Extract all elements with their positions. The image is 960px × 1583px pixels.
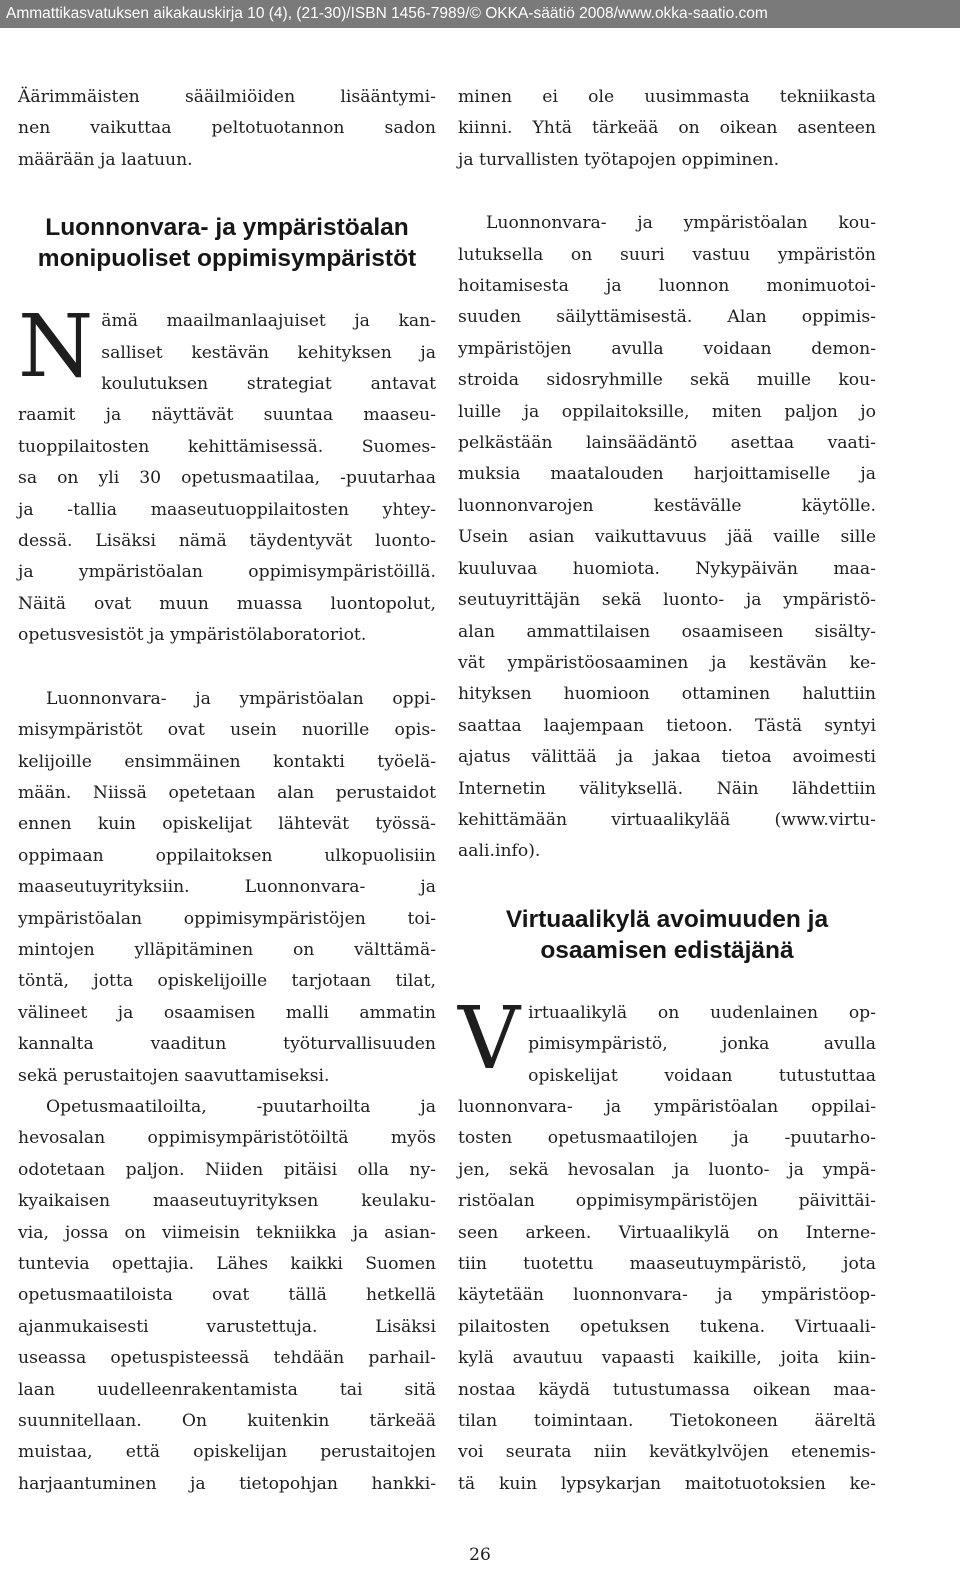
text-line: kiinni. Yhtä tärkeää on oikean asenteen (458, 118, 876, 139)
right-column (458, 82, 876, 1500)
text-line: ja ympäristöalan oppimisympäristöillä. (18, 562, 436, 583)
text-line: sa on yli 30 opetusmaatilaa, -puutarhaa (18, 468, 436, 489)
paragraph-first-contact (18, 684, 436, 1092)
text-line: välineet ja osaamisen malli ammatin (18, 1002, 436, 1023)
text-line: maaseutuyrityksiin. Luonnonvara- ja (18, 877, 436, 898)
text-line: suuden säilyttämisestä. Alan oppimis- (458, 307, 876, 328)
text-line: misympäristöt ovat usein nuorille opis- (18, 720, 436, 741)
text-line: tiin tuotettu maaseutuympäristö, jota (458, 1254, 876, 1274)
text-line: Näitä ovat muun muassa luontopolut, (18, 593, 436, 614)
text-line: muistaa, että opiskelijan perustaitojen (18, 1442, 436, 1463)
text-line: Luonnonvara- ja ympäristöalan oppi- (46, 688, 436, 709)
text-line: useassa opetuspisteessä tehdään parhail- (18, 1348, 436, 1369)
text-line: ympäristöalan oppimisympäristöjen toi- (18, 908, 436, 929)
text-line: tilan toimintaan. Tietokoneen ääreltä (458, 1411, 876, 1432)
section-heading-learning-environments (18, 212, 436, 274)
paragraph-responsibility (458, 208, 876, 868)
text-line: aali.info). (458, 841, 541, 862)
text-line: ja turvallisten työtapojen oppiminen. (458, 149, 780, 170)
paragraph-virtual-village-text (458, 988, 876, 1501)
text-line: saattaa laajempaan tietoon. Tästä syntyi (458, 715, 876, 736)
dropcap-letter: V (458, 988, 521, 1089)
text-line: ajatus välittää ja jakaa tietoa avoimesti (458, 747, 876, 768)
text-line: opiskelijat voidaan tutustuttaa (528, 1065, 876, 1086)
text-line: hevosalan oppimisympäristötöiltä myös (18, 1128, 436, 1149)
text-line: minen ei ole uusimmasta tekniikasta (458, 87, 876, 107)
text-line: salliset kestävän kehityksen ja (101, 342, 436, 363)
text-line: muksia maatalouden harjoittamiselle ja (458, 464, 876, 485)
text-line: opetusvesistöt ja ympäristölaboratoriot. (18, 625, 367, 646)
text-line: töntä, jotta opiskelijoille tarjotaan tilat, (18, 971, 436, 992)
text-line: Virtuaalikylä avoimuuden ja (505, 905, 829, 933)
text-line: suunnitellaan. On kuitenkin tärkeää (18, 1411, 436, 1432)
left-column (18, 82, 436, 1500)
text-line: tuoppilaitosten kehittämisessä. Suomes- (18, 436, 436, 457)
text-line: Opetusmaatiloilta, -puutarhoilta ja (46, 1096, 436, 1117)
text-line: pelkästään lainsäädäntö asettaa vaati- (458, 433, 876, 454)
page-number: 26 (469, 1545, 491, 1565)
text-line: opetusmaatiloista ovat tällä hetkellä (18, 1285, 436, 1306)
text-line: irtuaalikylä on uudenlainen op- (528, 1002, 876, 1023)
text-line: hoitamisesta ja luonnon monimuotoi- (458, 276, 876, 297)
text-line: alan ammattilaisen osaamiseen sisälty- (458, 621, 876, 642)
text-line: osaamisen edistäjänä (540, 936, 794, 964)
text-line: ristöalan oppimisympäristöjen päivittäi- (458, 1191, 876, 1212)
intro-paragraph (18, 82, 436, 176)
paragraph-virtual-village (458, 988, 876, 1501)
text-line: luonnonvara- ja ympäristöalan oppilai- (458, 1096, 876, 1117)
paragraph-strategies (18, 297, 436, 651)
text-line: raamit ja näyttävät suuntaa maaseu- (18, 405, 436, 426)
text-line: ajanmukaisesti varustettuja. Lisäksi (18, 1316, 436, 1337)
text-line: lutuksella on suuri vastuu ympäristön (458, 244, 876, 265)
text-line: Internetin välityksellä. Näin lähdettiin (458, 778, 876, 799)
text-line: kelijoille ensimmäinen kontakti työelä- (18, 751, 436, 772)
text-line: käytetään luonnonvara- ja ympäristöop- (458, 1285, 876, 1306)
text-line: hityksen huomioon ottaminen haluttiin (458, 684, 876, 705)
text-line: pimisympäristö, jonka avulla (528, 1034, 876, 1055)
text-line: sekä perustaitojen saavuttamiseksi. (18, 1065, 330, 1086)
text-line: odotetaan paljon. Niiden pitäisi olla ny- (18, 1159, 436, 1180)
text-line: harjaantuminen ja tietopohjan hankki- (18, 1473, 436, 1494)
text-line: kyaikaisen maaseutuyrityksen keulaku- (18, 1191, 436, 1212)
text-line: ennen kuin opiskelijat lähtevät työssä- (18, 814, 436, 835)
text-line: tuntevia opettajia. Lähes kaikki Suomen (18, 1254, 436, 1274)
text-line: kehittämään virtuaalikylää (www.virtu- (458, 809, 876, 830)
dropcap-letter: N (18, 297, 94, 398)
text-line: kylä avautuu vapaasti kaikille, joita kiin- (458, 1348, 876, 1369)
text-line: laan uudelleenrakentamista tai sitä (18, 1379, 436, 1400)
text-line: seutuyrittäjän sekä luonto- ja ympäristö- (458, 590, 876, 611)
text-line: dessä. Lisäksi nämä täydentyvät luonto- (18, 531, 436, 552)
text-line: stroida sidosryhmille sekä muille kou- (458, 370, 876, 391)
text-line: koulutuksen strategiat antavat (101, 374, 436, 395)
text-line: mään. Niissä opetetaan alan perustaidot (18, 782, 436, 803)
text-line: Luonnonvara- ja ympäristöalan (45, 214, 409, 242)
text-line: seen arkeen. Virtuaalikylä on Interne- (458, 1222, 876, 1243)
text-line: ämä maailmanlaajuiset ja kan- (101, 311, 436, 332)
text-line: pilaitosten opetuksen tukena. Virtuaali- (458, 1316, 876, 1337)
text-line: kuuluvaa huomiota. Nykypäivän maa- (458, 558, 876, 579)
section-heading-virtual-village (458, 904, 876, 966)
text-line: vät ympäristöosaaminen ja kestävän ke- (458, 652, 876, 673)
text-line: luonnonvarojen kestävälle käytölle. (458, 495, 876, 516)
text-line: monipuoliset oppimisympäristöt (37, 245, 417, 273)
text-line: luille ja oppilaitoksille, miten paljon jo (458, 401, 876, 422)
paragraph-attitude (458, 82, 876, 176)
text-line: oppimaan oppilaitoksen ulkopuolisiin (18, 845, 436, 866)
text-line: voi seurata niin kevätkylvöjen etenemis- (458, 1442, 876, 1463)
text-line: Äärimmäisten sääilmiöiden lisääntymi- (18, 87, 436, 107)
journal-citation-header: Ammattikasvatuksen aikakauskirja 10 (4), (21-30)/ISBN 1456-7989/© OKKA-säätiö 2008/www.okka-saatio.com (0, 0, 960, 28)
text-line: via, jossa on viimeisin tekniikka ja asian- (18, 1222, 436, 1243)
text-line: jen, sekä hevosalan ja luonto- ja ympä- (458, 1159, 876, 1180)
text-line: ja -tallia maaseutuoppilaitosten yhtey- (18, 499, 436, 520)
text-line: ympäristöjen avulla voidaan demon- (458, 338, 876, 359)
text-line: mintojen ylläpitäminen on välttämä- (18, 939, 436, 960)
paragraph-expectations (18, 1092, 436, 1500)
text-line: tä kuin lypsykarjan maitotuotoksien ke- (458, 1473, 876, 1494)
text-line: nostaa käydä tutustumassa oikean maa- (458, 1379, 876, 1400)
text-line: nen vaikuttaa peltotuotannon sadon (18, 118, 436, 139)
text-line: määrään ja laatuun. (18, 149, 193, 170)
text-line: Usein asian vaikuttavuus jää vaille sille (458, 527, 876, 548)
text-line: Luonnonvara- ja ympäristöalan kou- (486, 213, 876, 234)
text-line: tosten opetusmaatilojen ja -puutarho- (458, 1128, 876, 1149)
text-line: kannalta vaaditun työturvallisuuden (18, 1034, 436, 1055)
